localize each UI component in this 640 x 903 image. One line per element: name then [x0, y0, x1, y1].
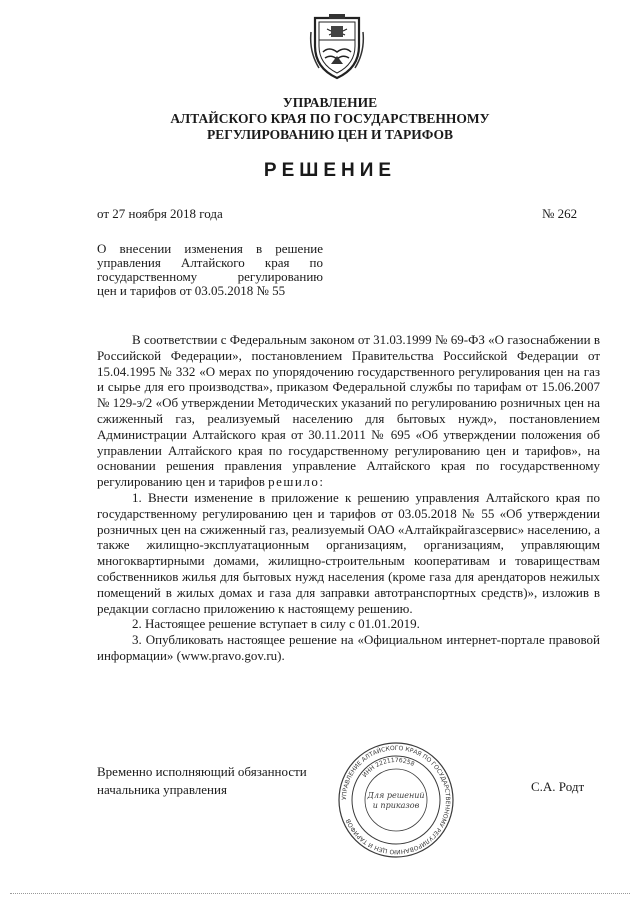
item-1-paragraph: 1. Внести изменение в приложение к решению управления Алтайского края по государственному регулированию цен и тарифов от 03.05.2018 № 55 «Об утверждении розничных цен на сжиженный газ, реализуемый ОАО «Алтайкрайгазсервис» населению, а также жилищно-эксплуатационным организациям, организациям, управляющим многоквартирными домами, жилищно-строительным кооперативам и товариществам собственников жилья для бытовых нужд населения (кроме газа для арендаторов нежилых помещений в жилых домах и газа для заправки автотранспортных средств)», изложив в редакции согласно приложению к настоящему решению. — [97, 489, 600, 616]
signoff-line-2: начальника управления — [97, 782, 227, 797]
preamble-paragraph — [97, 332, 600, 490]
subject-line-3: государственному регулированию — [97, 269, 323, 284]
stamp-inn-text: ИНН 2221176258 — [361, 756, 416, 779]
document-number: № 262 — [542, 206, 578, 221]
preamble-text: В соответствии с Федеральным законом от 31.03.1999 № 69-ФЗ «О газоснабжении в Российской Федерации», постановлением Правительства Российской Федерации от 15.04.1995 № 332 «О мерах по упорядочению государственного регулирования цен на газ и сырье для его производства», приказом Федеральной службы по тарифам от 15.06.2007 № 129-э/2 «Об утверждении Методических указаний по регулированию розничных цен на сжиженный газ, реализуемый населению для бытовых нужд», постановлением Администрации Алтайского края от 30.11.2011 № 695 «Об утверждении положения об управлении Алтайского края по государственному регулированию цен и тарифов», на основании решения правления управление Алтайского края по государственному регулированию цен и тарифов — [97, 332, 600, 490]
header-line-2: АЛТАЙСКОГО КРАЯ ПО ГОСУДАРСТВЕННОМУ — [170, 111, 490, 126]
document-title: РЕШЕНИЕ — [263, 160, 397, 181]
official-stamp — [336, 740, 456, 860]
subject-line-1: О внесении изменения в решение — [97, 241, 323, 256]
document-body — [97, 332, 600, 664]
decided-word: решило: — [268, 474, 325, 490]
item-2-paragraph: 2. Настоящее решение вступает в силу с 01.01.2019. — [132, 616, 420, 632]
signoff-block — [97, 763, 307, 799]
bottom-divider — [10, 893, 630, 894]
authority-header — [90, 95, 570, 143]
item-3-paragraph: 3. Опубликовать настоящее решение на «Официальном интернет-портале правовой информации» (www.pravo.gov.ru). — [97, 632, 600, 663]
document-date: от 27 ноября 2018 года — [97, 206, 223, 221]
stamp-outer-text: УПРАВЛЕНИЕ АЛТАЙСКОГО КРАЯ ПО ГОСУДАРСТВЕННОМУ РЕГУЛИРОВАНИЮ ЦЕН И ТАРИФОВ — [340, 744, 452, 856]
document-subject — [97, 242, 323, 298]
stamp-center-line-1: Для решений — [367, 791, 425, 800]
coat-of-arms-emblem — [309, 12, 365, 80]
stamp-center-line-2: и приказов — [372, 801, 420, 810]
subject-line-2: управления Алтайского края по — [97, 255, 323, 270]
header-line-1: УПРАВЛЕНИЕ — [282, 95, 378, 110]
subject-line-4: цен и тарифов от 03.05.2018 № 55 — [97, 283, 286, 298]
signer-name: С.А. Родт — [531, 779, 585, 794]
signoff-line-1: Временно исполняющий обязанности — [97, 764, 307, 779]
header-line-3: РЕГУЛИРОВАНИЮ ЦЕН И ТАРИФОВ — [206, 127, 454, 142]
